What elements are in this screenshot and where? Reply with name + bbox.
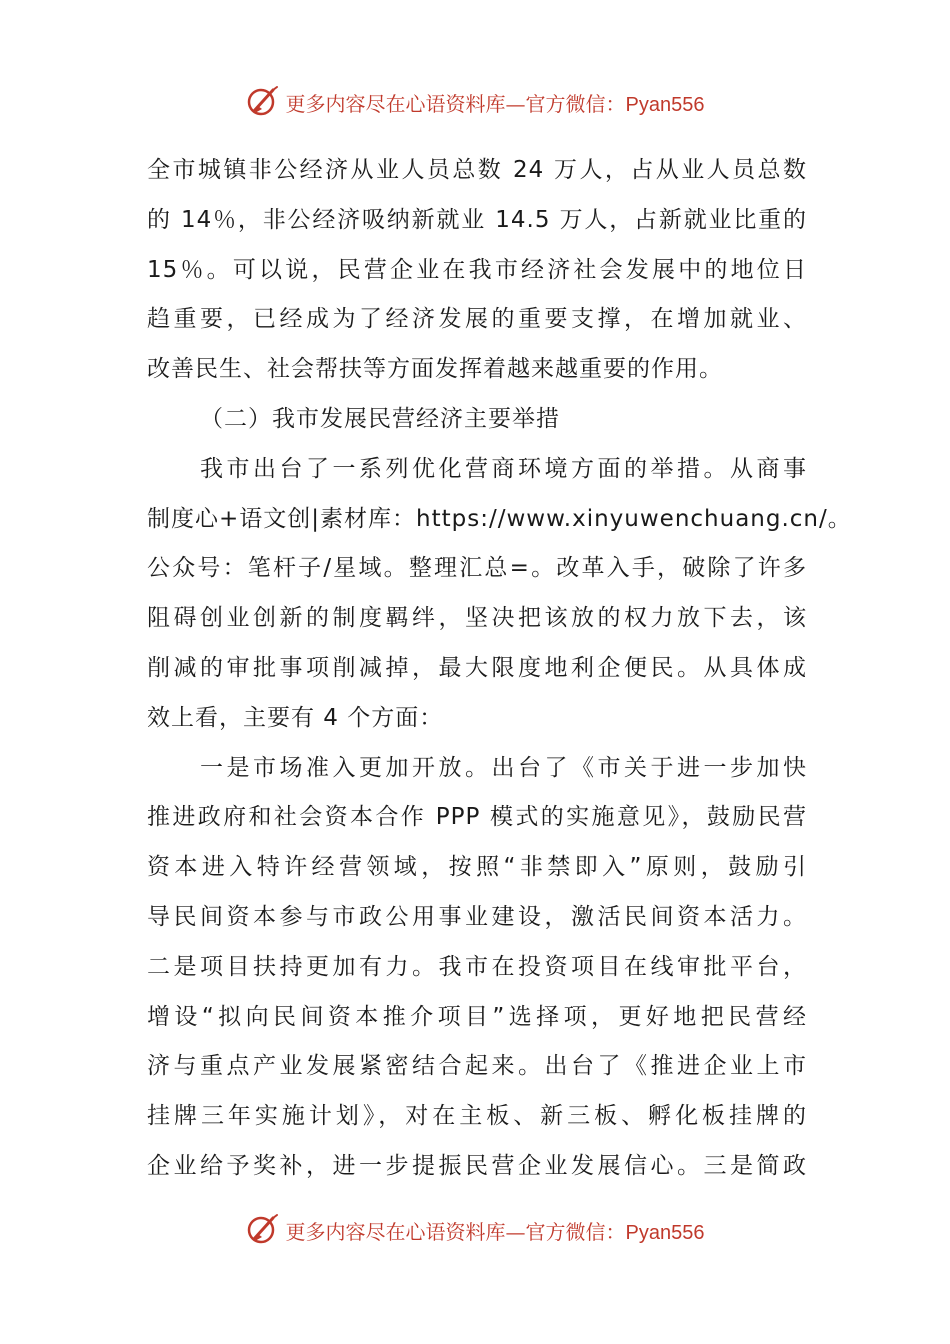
body-line: 一是市场准入更加开放。出台了《市关于进一步加快 [200,754,807,781]
body-line: 制度心+语文创|素材库：https://www.xinyuwenchuang.cn/。 [147,505,852,532]
header-banner [0,82,950,122]
body-line: 资本进入特许经营领域，按照“非禁即入”原则，鼓励引 [147,854,807,881]
footer-banner-label: 更多内容尽在心语资料库—官方微信： [285,1219,626,1244]
body-line: 趋重要，已经成为了经济发展的重要支撑，在增加就业、 [147,306,807,333]
body-line: 的 14％，非公经济吸纳新就业 14.5 万人，占新就业比重的 [147,206,807,233]
body-line: 推进政府和社会资本合作 PPP 模式的实施意见》，鼓励民营 [147,804,807,831]
header-banner-wechat: Pyan556 [625,93,705,116]
body-line: 二是项目扶持更加有力。我市在投资项目在线审批平台， [147,953,807,980]
quill-pen-logo-icon [246,1213,280,1247]
body-line: 挂牌三年实施计划》，对在主板、新三板、孵化板挂牌的 [147,1103,807,1130]
quill-pen-logo-icon [246,85,280,119]
body-line: 济与重点产业发展紧密结合起来。出台了《推进企业上市 [147,1053,807,1080]
body-line: 改善民生、社会帮扶等方面发挥着越来越重要的作用。 [147,356,723,383]
body-line: 导民间资本参与市政公用事业建设，激活民间资本活力。 [147,903,807,930]
body-line: 削减的审批事项削减掉，最大限度地利企便民。从具体成 [147,654,807,681]
body-line: 增设“拟向民间资本推介项目”选择项，更好地把民营经 [147,1003,807,1030]
body-line: 阻碍创业创新的制度羁绊，坚决把该放的权力放下去，该 [147,605,807,632]
header-banner-label: 更多内容尽在心语资料库—官方微信： [285,91,626,116]
body-line: 15％。可以说，民营企业在我市经济社会发展中的地位日 [147,256,807,283]
footer-banner [0,1210,950,1250]
section-heading: （二）我市发展民营经济主要举措 [200,405,560,432]
body-line: 效上看，主要有 4 个方面： [147,704,444,731]
body-line: 我市出台了一系列优化营商环境方面的举措。从商事 [200,455,807,482]
document-body [147,146,852,1192]
footer-banner-wechat: Pyan556 [625,1221,705,1244]
body-line: 企业给予奖补，进一步提振民营企业发展信心。三是简政 [147,1152,807,1179]
footer-banner-text [286,1216,705,1245]
body-line: 全市城镇非公经济从业人员总数 24 万人，占从业人员总数 [147,157,807,183]
header-banner-text [286,88,705,117]
body-line: 公众号：笔杆子/星域。整理汇总=。改革入手，破除了许多 [147,555,807,582]
